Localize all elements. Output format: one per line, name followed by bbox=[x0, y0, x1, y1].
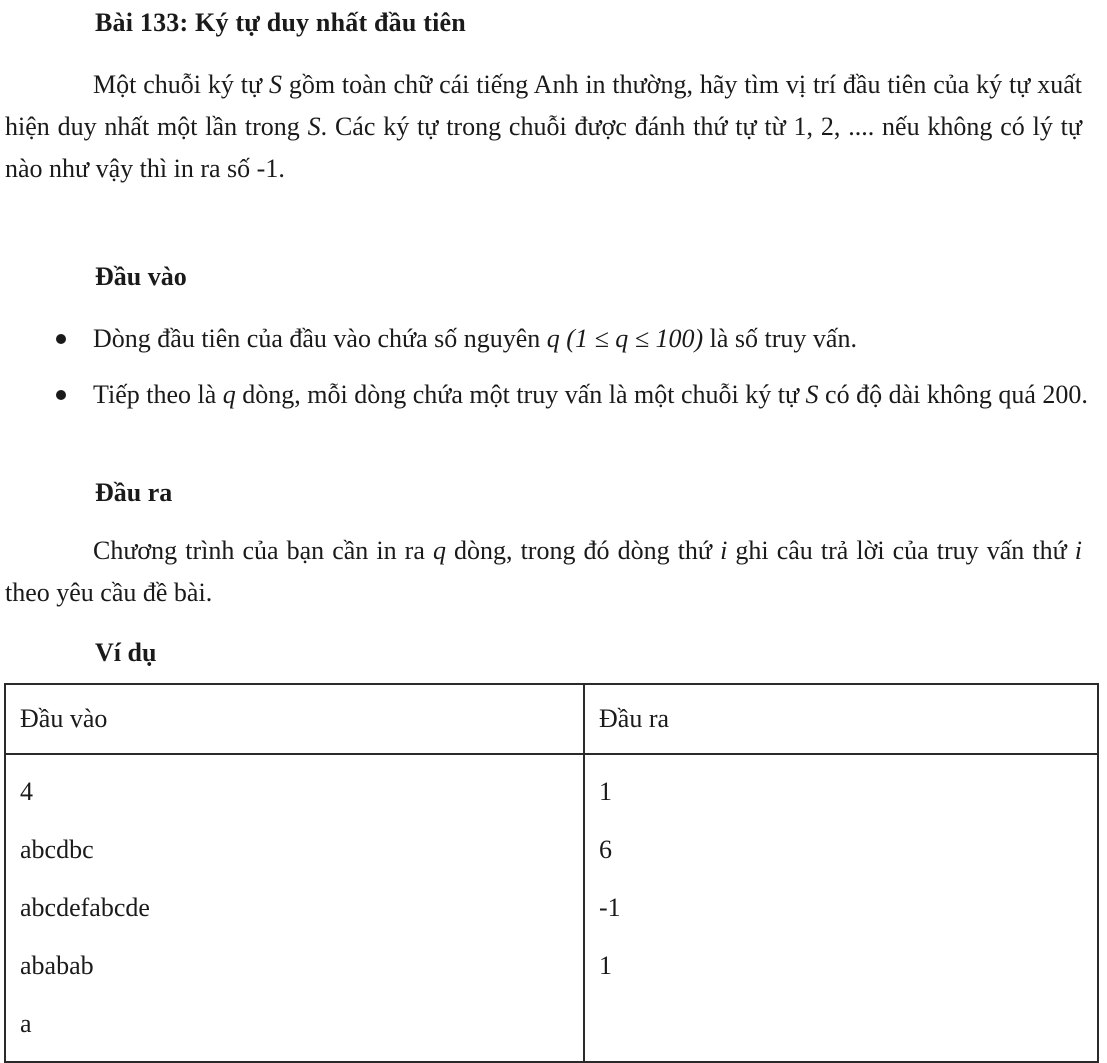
column-header-output: Đầu ra bbox=[584, 684, 1098, 754]
out-var-q: q bbox=[432, 536, 446, 565]
out-var-i: i bbox=[1074, 536, 1082, 565]
example-table bbox=[4, 683, 1099, 1063]
desc-var-s: S bbox=[307, 112, 321, 141]
bullet-icon bbox=[56, 334, 66, 344]
output-description bbox=[5, 530, 1082, 614]
bullet1-constraint: q (1 ≤ q ≤ 100) bbox=[546, 324, 704, 353]
problem-title: Bài 133: Ký tự duy nhất đầu tiên bbox=[95, 8, 466, 37]
table-header-row bbox=[5, 684, 1098, 754]
desc-var-s: S bbox=[268, 70, 282, 99]
bullet1-text-c: là số truy vấn. bbox=[703, 324, 857, 353]
example-input-cell bbox=[5, 754, 584, 1062]
input-line: a bbox=[20, 1009, 32, 1038]
input-line: 4 bbox=[20, 777, 33, 806]
example-heading: Ví dụ bbox=[95, 638, 157, 667]
out-text-g: theo yêu cầu đề bài. bbox=[5, 578, 213, 607]
output-heading: Đầu ra bbox=[95, 478, 173, 507]
input-line: abcdefabcde bbox=[20, 893, 150, 922]
input-bullet-2 bbox=[0, 374, 1100, 416]
table-row bbox=[5, 754, 1098, 1062]
output-line: 1 bbox=[599, 777, 612, 806]
bullet-icon bbox=[56, 390, 66, 400]
output-line: 1 bbox=[599, 951, 612, 980]
input-bullet-1 bbox=[0, 318, 1100, 360]
bullet2-text-e: có độ dài không quá 200. bbox=[818, 380, 1088, 409]
out-var-i: i bbox=[720, 536, 728, 565]
bullet2-var-s: S bbox=[805, 380, 819, 409]
bullet2-text-a: Tiếp theo là bbox=[93, 380, 223, 409]
out-text-e: ghi câu trả lời của truy vấn thứ bbox=[727, 536, 1075, 565]
desc-text-1: Một chuỗi ký tự bbox=[93, 70, 269, 99]
desc-text-2: gồm toàn chữ cái tiếng Anh in thường, hãy tìm vị trí đầu tiên của ký tự xuất hiện duy nhất một lần trong bbox=[5, 70, 1082, 141]
out-text-c: dòng, trong đó dòng thứ bbox=[445, 536, 721, 565]
output-line: 6 bbox=[599, 835, 612, 864]
input-heading: Đầu vào bbox=[95, 262, 187, 291]
desc-text-3: . Các ký tự trong chuỗi được đánh thứ tự từ 1, 2, .... nếu không có lý tự nào như vậy thì in ra số -1. bbox=[5, 112, 1082, 183]
example-output-cell bbox=[584, 754, 1098, 1062]
bullet2-var-q: q bbox=[222, 380, 236, 409]
out-text-a: Chương trình của bạn cần in ra bbox=[93, 536, 433, 565]
column-header-input: Đầu vào bbox=[5, 684, 584, 754]
problem-description bbox=[5, 64, 1082, 190]
input-bullet-list bbox=[0, 318, 1100, 416]
output-line: -1 bbox=[599, 893, 621, 922]
bullet2-text-c: dòng, mỗi dòng chứa một truy vấn là một chuỗi ký tự bbox=[235, 380, 806, 409]
input-line: abcdbc bbox=[20, 835, 94, 864]
input-line: ababab bbox=[20, 951, 94, 980]
bullet1-text-a: Dòng đầu tiên của đầu vào chứa số nguyên bbox=[93, 324, 547, 353]
